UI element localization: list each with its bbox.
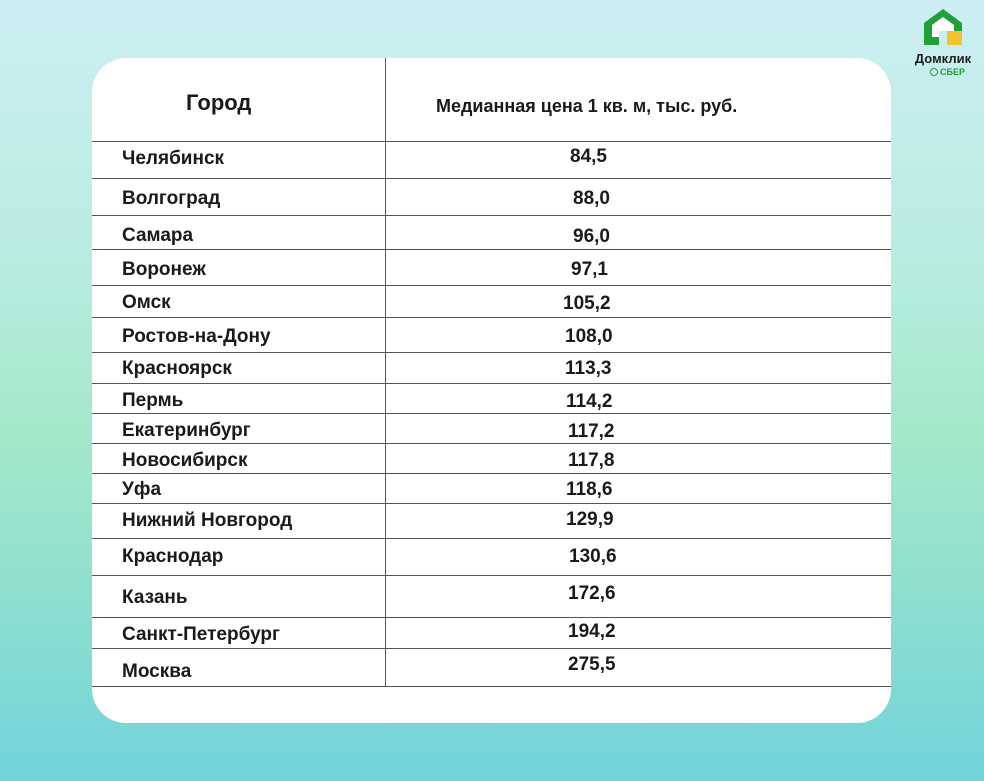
row-divider xyxy=(92,503,891,504)
city-cell: Уфа xyxy=(122,479,162,500)
row-divider xyxy=(92,443,891,444)
city-cell: Пермь xyxy=(122,390,184,411)
price-cell: 88,0 xyxy=(573,188,610,209)
row-divider xyxy=(92,317,891,318)
city-cell: Краснодар xyxy=(122,546,224,567)
brand-logo xyxy=(906,6,980,80)
row-divider xyxy=(92,538,891,539)
row-divider xyxy=(92,575,891,576)
row-divider xyxy=(92,249,891,250)
price-cell: 117,8 xyxy=(568,450,615,471)
city-cell: Ростов-на-Дону xyxy=(122,326,271,347)
city-cell: Москва xyxy=(122,661,192,682)
price-cell: 130,6 xyxy=(569,546,617,567)
price-cell: 194,2 xyxy=(568,621,616,642)
row-divider xyxy=(92,352,891,353)
city-cell: Красноярск xyxy=(122,358,232,379)
price-cell: 113,3 xyxy=(565,358,612,379)
sber-icon xyxy=(930,68,938,76)
price-cell: 129,9 xyxy=(566,509,614,530)
brand-sub-label: СБЕР xyxy=(940,67,965,77)
city-cell: Челябинск xyxy=(122,148,225,169)
city-cell: Самара xyxy=(122,225,194,246)
city-cell: Волгоград xyxy=(122,188,221,209)
price-cell: 114,2 xyxy=(566,391,613,412)
city-cell: Воронеж xyxy=(122,259,206,280)
header-city: Город xyxy=(186,90,252,115)
row-divider xyxy=(92,473,891,474)
city-cell: Санкт-Петербург xyxy=(122,624,280,645)
row-divider xyxy=(92,141,891,142)
price-cell: 172,6 xyxy=(568,583,616,604)
brand-sub xyxy=(930,67,965,77)
row-divider xyxy=(92,285,891,286)
price-cell: 105,2 xyxy=(563,293,611,314)
price-cell: 96,0 xyxy=(573,226,610,247)
price-cell: 118,6 xyxy=(566,479,613,500)
header-price: Медианная цена 1 кв. м, тыс. руб. xyxy=(436,96,738,116)
price-cell: 117,2 xyxy=(568,421,615,442)
price-cell: 84,5 xyxy=(570,146,607,167)
price-table-card xyxy=(92,58,891,723)
domclick-house-icon xyxy=(921,6,965,48)
row-divider xyxy=(92,648,891,649)
city-cell: Казань xyxy=(122,587,188,608)
column-divider xyxy=(385,58,386,686)
price-cell: 108,0 xyxy=(565,326,613,347)
row-divider xyxy=(92,215,891,216)
price-cell: 275,5 xyxy=(568,654,616,675)
city-cell: Екатеринбург xyxy=(122,420,251,441)
row-divider xyxy=(92,178,891,179)
city-cell: Омск xyxy=(122,292,171,313)
row-divider xyxy=(92,383,891,384)
city-cell: Нижний Новгород xyxy=(122,510,293,531)
row-divider xyxy=(92,686,891,687)
row-divider xyxy=(92,413,891,414)
brand-name: Домклик xyxy=(914,51,972,66)
price-cell: 97,1 xyxy=(571,259,608,280)
row-divider xyxy=(92,617,891,618)
city-cell: Новосибирск xyxy=(122,450,248,471)
